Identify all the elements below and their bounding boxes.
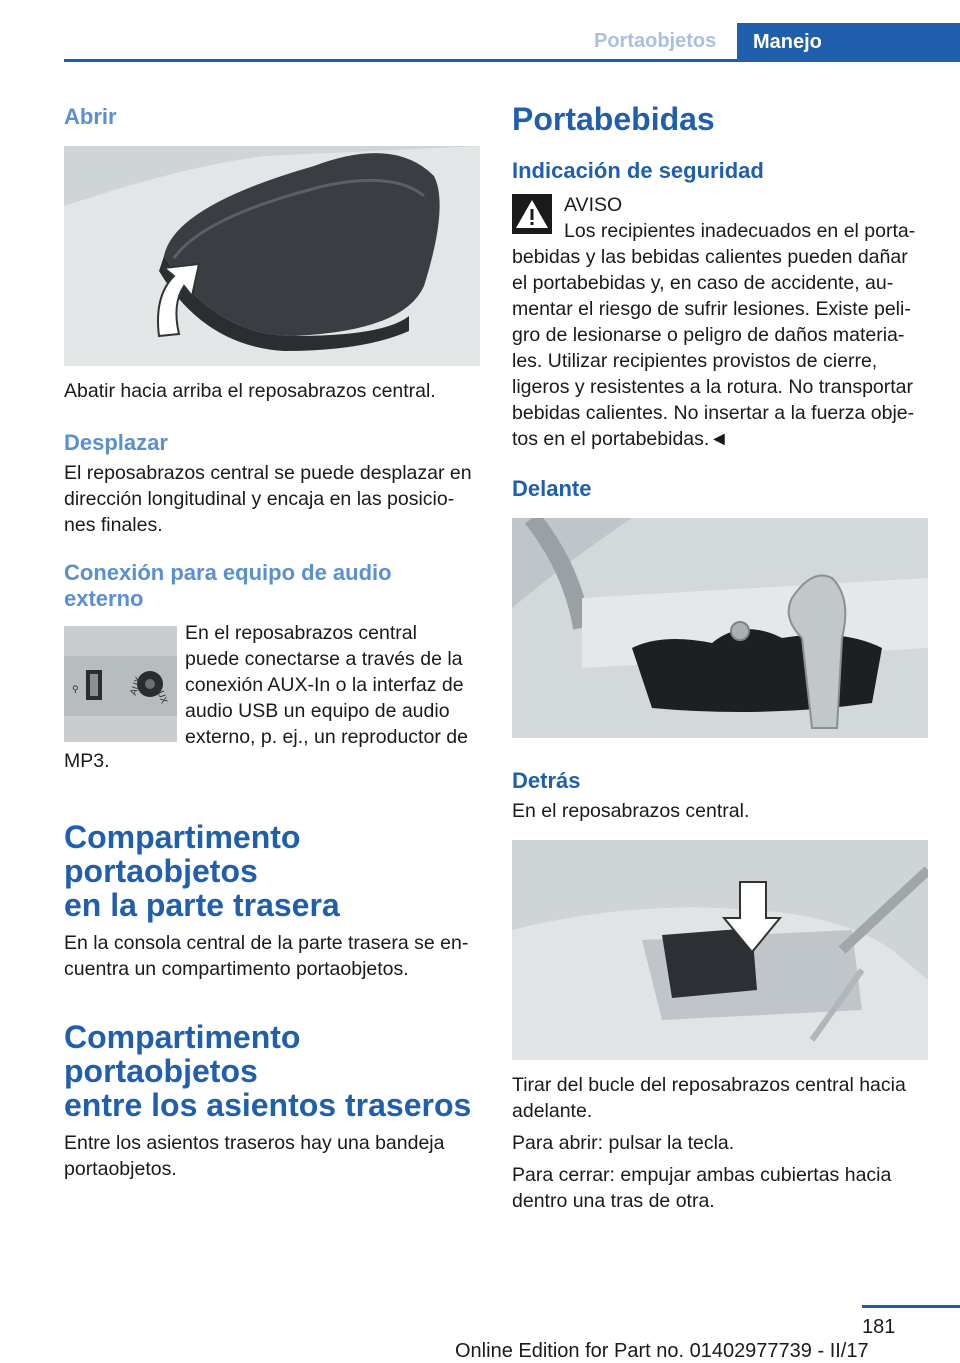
portabebidas-title: Portabebidas bbox=[512, 101, 715, 137]
aux-label-right: AUX bbox=[152, 683, 169, 706]
detras-close-1: Para cerrar: empujar ambas cubiertas hacia bbox=[512, 1164, 892, 1186]
conexion-text bbox=[185, 620, 468, 750]
conexion-text-2: puede conectarse a través de la bbox=[185, 648, 463, 670]
warning-text-6: les. Utilizar recipientes provistos de cierre, bbox=[512, 350, 878, 372]
front-cupholder-image bbox=[512, 518, 928, 738]
right-column bbox=[512, 100, 928, 1214]
conexion-heading-2: externo bbox=[64, 586, 144, 611]
warning-text-5: gro de lesionarse o peligro de daños materia- bbox=[512, 324, 905, 346]
svg-text:⚲: ⚲ bbox=[72, 685, 79, 695]
trasera-heading-2: en la parte trasera bbox=[64, 887, 340, 923]
asientos-heading-1: Compartimento portaobjetos bbox=[64, 1019, 301, 1089]
desplazar-text-1: El reposabrazos central se puede desplazar en bbox=[64, 462, 472, 484]
conexion-text-3: conexión AUX-In o la interfaz de bbox=[185, 674, 464, 696]
warning-text-2: bebidas y las bebidas calientes pueden dañar bbox=[512, 246, 908, 268]
detras-text-1: Tirar del bucle del reposabrazos central hacia bbox=[512, 1074, 906, 1096]
page-number: 181 bbox=[862, 1316, 896, 1338]
asientos-text-1: Entre los asientos traseros hay una bandeja bbox=[64, 1132, 445, 1154]
delante-heading: Delante bbox=[512, 476, 592, 501]
conexion-heading-1: Conexión para equipo de audio bbox=[64, 560, 392, 585]
section-tab[interactable]: Portaobjetos bbox=[594, 30, 717, 52]
aux-usb-port-image bbox=[64, 626, 177, 742]
aux-label-left: AUX bbox=[128, 675, 145, 697]
asientos-heading-2: entre los asientos traseros bbox=[64, 1087, 472, 1123]
armrest-open-image bbox=[64, 146, 480, 366]
trasera-text-1: En la consola central de la parte trasera se en- bbox=[64, 932, 469, 954]
warning-text-8: bebidas calientes. No insertar a la fuerza obje- bbox=[512, 402, 915, 424]
warning-text-4: mentar el riesgo de sufrir lesiones. Existe peli- bbox=[512, 298, 911, 320]
detras-heading: Detrás bbox=[512, 768, 581, 793]
warning-block bbox=[512, 192, 928, 452]
abrir-heading: Abrir bbox=[64, 104, 117, 129]
rear-cupholder-image bbox=[512, 840, 928, 1060]
desplazar-text-2: dirección longitudinal y encaja en las posicio- bbox=[64, 488, 455, 510]
detras-close-2: dentro una tras de otra. bbox=[512, 1190, 715, 1212]
warning-icon bbox=[512, 194, 552, 234]
detras-text-2: adelante. bbox=[512, 1100, 593, 1122]
conexion-text-6: MP3. bbox=[64, 750, 110, 772]
chapter-tab[interactable]: Manejo bbox=[737, 23, 960, 62]
desplazar-text-3: nes finales. bbox=[64, 514, 163, 536]
edition-text: Online Edition for Part no. 01402977739 - II/17 bbox=[455, 1340, 869, 1362]
conexion-text-4: audio USB un equipo de audio bbox=[185, 700, 450, 722]
asientos-text-2: portaobjetos. bbox=[64, 1158, 177, 1180]
conexion-text-5: externo, p. ej., un reproductor de bbox=[185, 726, 468, 748]
left-column bbox=[64, 100, 480, 1182]
abrir-caption: Abatir hacia arriba el reposabrazos central. bbox=[64, 380, 436, 402]
detras-caption: En el reposabrazos central. bbox=[512, 800, 750, 822]
conexion-block bbox=[64, 620, 480, 750]
trasera-text-2: cuentra un compartimento portaobjetos. bbox=[64, 958, 409, 980]
footer-rule bbox=[862, 1305, 960, 1308]
warning-text-3: el portabebidas y, en caso de accidente, au- bbox=[512, 272, 894, 294]
desplazar-heading: Desplazar bbox=[64, 430, 168, 455]
warning-text-9: tos en el portabebidas.◄ bbox=[512, 428, 729, 450]
conexion-text-1: En el reposabrazos central bbox=[185, 622, 417, 644]
detras-open: Para abrir: pulsar la tecla. bbox=[512, 1132, 735, 1154]
trasera-heading-1: Compartimento portaobjetos bbox=[64, 819, 301, 889]
aviso-label: AVISO bbox=[564, 194, 623, 216]
warning-text-1: Los recipientes inadecuados en el porta- bbox=[564, 220, 916, 242]
seguridad-heading: Indicación de seguridad bbox=[512, 158, 764, 183]
warning-text-7: ligeros y resistentes a la rotura. No transportar bbox=[512, 376, 914, 398]
